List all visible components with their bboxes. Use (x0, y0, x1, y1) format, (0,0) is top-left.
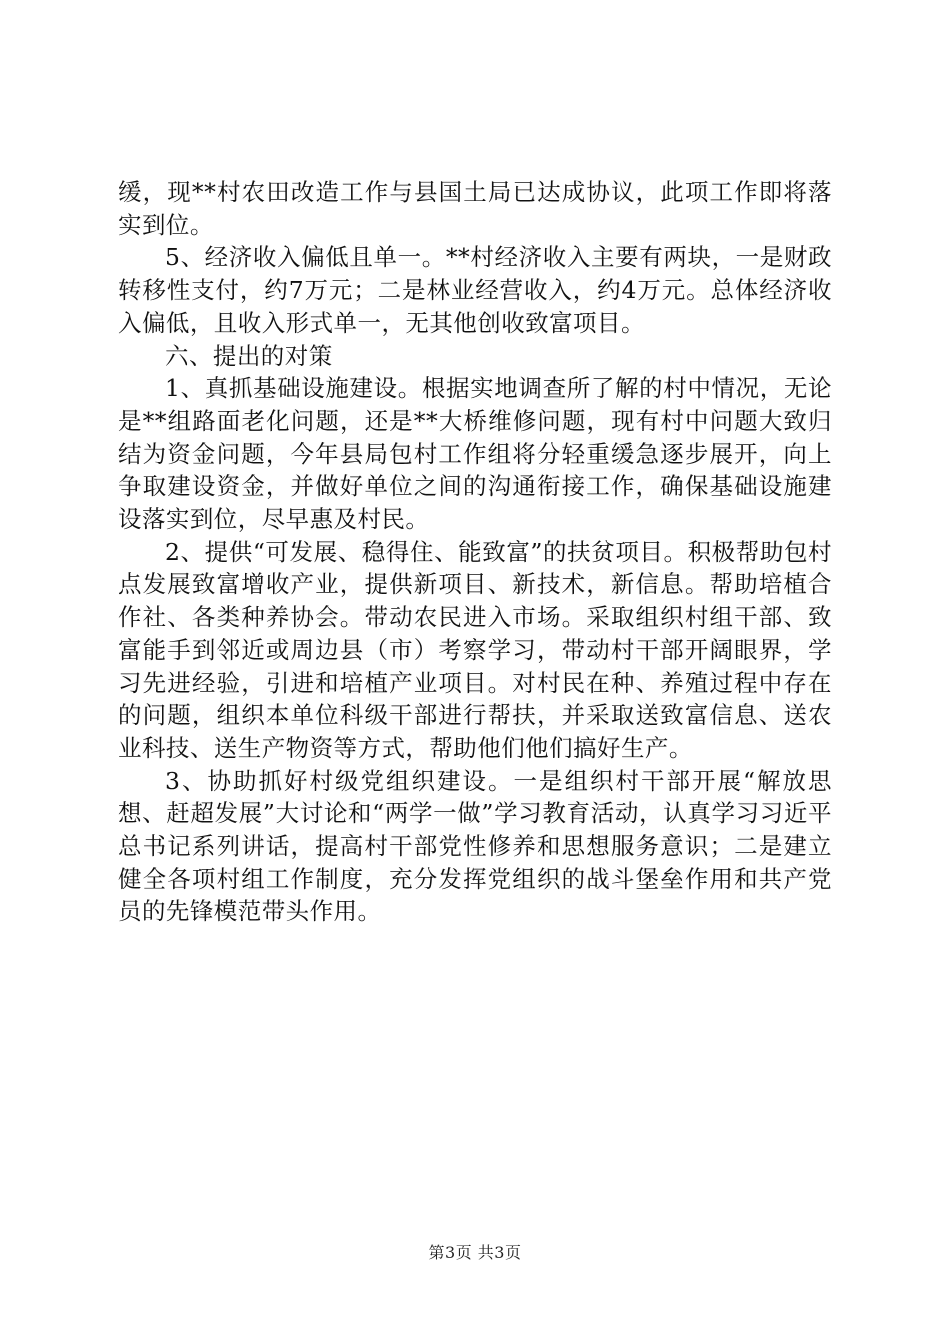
paragraph-measure-1: 1、真抓基础设施建设。根据实地调查所了解的村中情况，无论是**组路面老化问题，还是**大桥维修问题，现有村中问题大致归结为资金问题，今年县局包村工作组将分轻重缓急逐步展开，向上争取建设资金，并做好单位之间的沟通衔接工作，确保基础设施建设落实到位，尽早惠及村民。 (118, 374, 832, 534)
page-number-footer: 第3页 共3页 (428, 1243, 522, 1262)
paragraph-continuation: 缓，现**村农田改造工作与县国土局已达成协议，此项工作即将落实到位。 (118, 178, 832, 239)
paragraph-measure-3: 3、协助抓好村级党组织建设。一是组织村干部开展“解放思想、赶超发展”大讨论和“两学一做”学习教育活动，认真学习习近平总书记系列讲话，提高村干部党性修养和思想服务意识；二是建立健全各项村组工作制度，充分发挥党组织的战斗堡垒作用和共产党员的先锋模范带头作用。 (118, 766, 832, 926)
paragraph-measure-2: 2、提供“可发展、稳得住、能致富”的扶贫项目。积极帮助包村点发展致富增收产业，提供新项目、新技术，新信息。帮助培植合作社、各类种养协会。带动农民进入市场。采取组织村组干部、致富能手到邻近或周边县（市）考察学习，带动村干部开阔眼界，学习先进经验，引进和培植产业项目。对村民在种、养殖过程中存在的问题，组织本单位科级干部进行帮扶，并采取送致富信息、送农业科技、送生产物资等方式，帮助他们他们搞好生产。 (118, 537, 832, 762)
section-heading-countermeasures: 六、提出的对策 (165, 341, 333, 370)
document-body (118, 176, 832, 928)
paragraph-item-5: 5、经济收入偏低且单一。**村经济收入主要有两块，一是财政转移性支付，约7万元；二是林业经营收入，约4万元。总体经济收入偏低，且收入形式单一，无其他创收致富项目。 (118, 243, 832, 337)
